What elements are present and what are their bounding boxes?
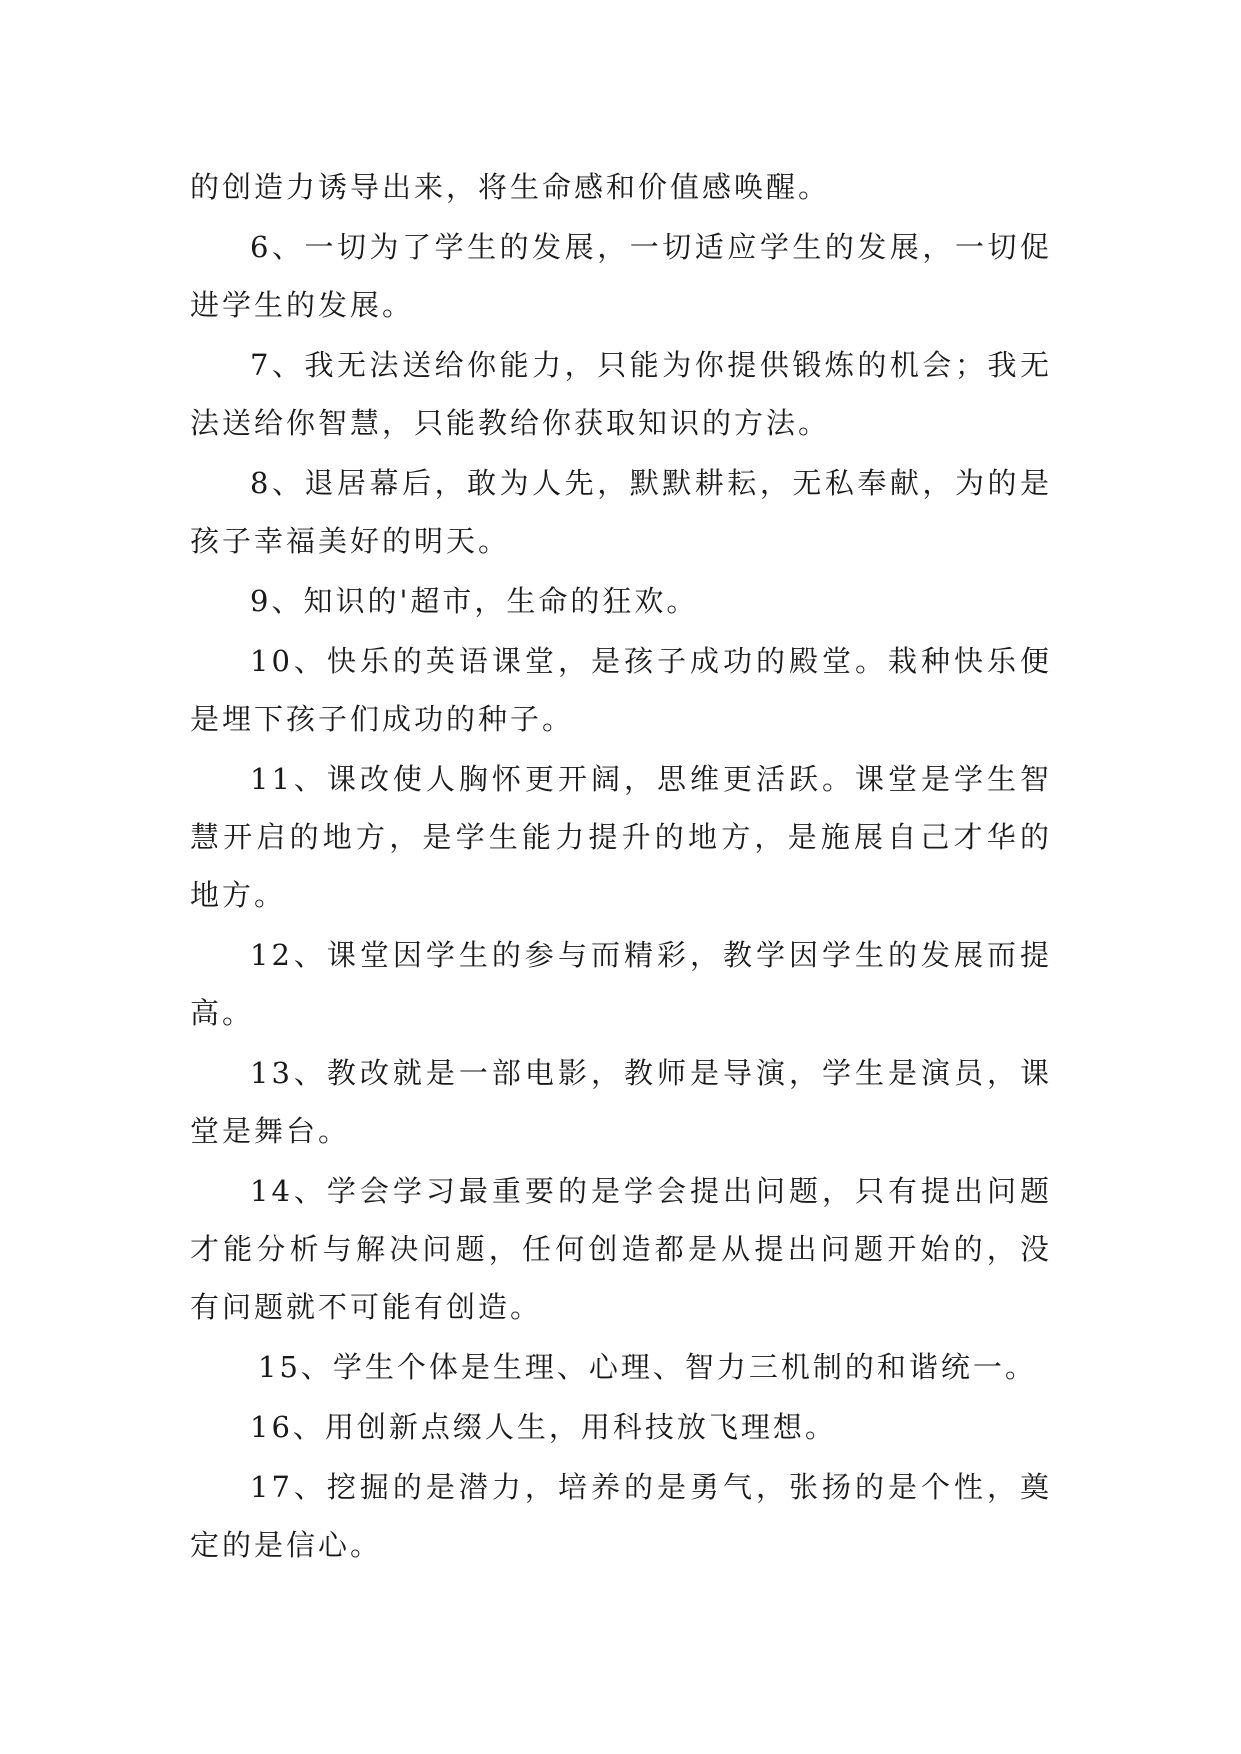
paragraph-9: 9、知识的'超市，生命的狂欢。 [250,584,699,618]
paragraph-16: 16、用创新点缀人生，用科技放飞理想。 [250,1410,837,1444]
paragraph-15: 15、学生个体是生理、心理、智力三机制的和谐统一。 [258,1350,1037,1384]
paragraph-8: 8、退居幕后，敢为人先，默默耕耘，无私奉献，为的是孩子幸福美好的明天。 [190,466,1052,558]
paragraph-13: 13、教改就是一部电影，教师是导演，学生是演员，课堂是舞台。 [190,1056,1052,1148]
paragraph-7: 7、我无法送给你能力，只能为你提供锻炼的机会；我无法送给你智慧，只能教给你获取知识的方法。 [190,348,1052,440]
paragraph-continuation: 的创造力诱导出来，将生命感和价值感唤醒。 [190,170,831,204]
paragraph-14: 14、学会学习最重要的是学会提出问题，只有提出问题才能分析与解决问题，任何创造都是从提出问题开始的，没有问题就不可能有创造。 [190,1174,1052,1324]
paragraph-17: 17、挖掘的是潜力，培养的是勇气，张扬的是个性，奠定的是信心。 [190,1470,1052,1562]
paragraph-11: 11、课改使人胸怀更开阔，思维更活跃。课堂是学生智慧开启的地方，是学生能力提升的地方，是施展自己才华的地方。 [190,762,1052,912]
paragraph-12: 12、课堂因学生的参与而精彩，教学因学生的发展而提高。 [190,938,1052,1030]
document-body [190,158,1052,1576]
paragraph-10: 10、快乐的英语课堂，是孩子成功的殿堂。栽种快乐便是埋下孩子们成功的种子。 [190,644,1052,736]
paragraph-6: 6、一切为了学生的发展，一切适应学生的发展，一切促进学生的发展。 [190,230,1052,322]
